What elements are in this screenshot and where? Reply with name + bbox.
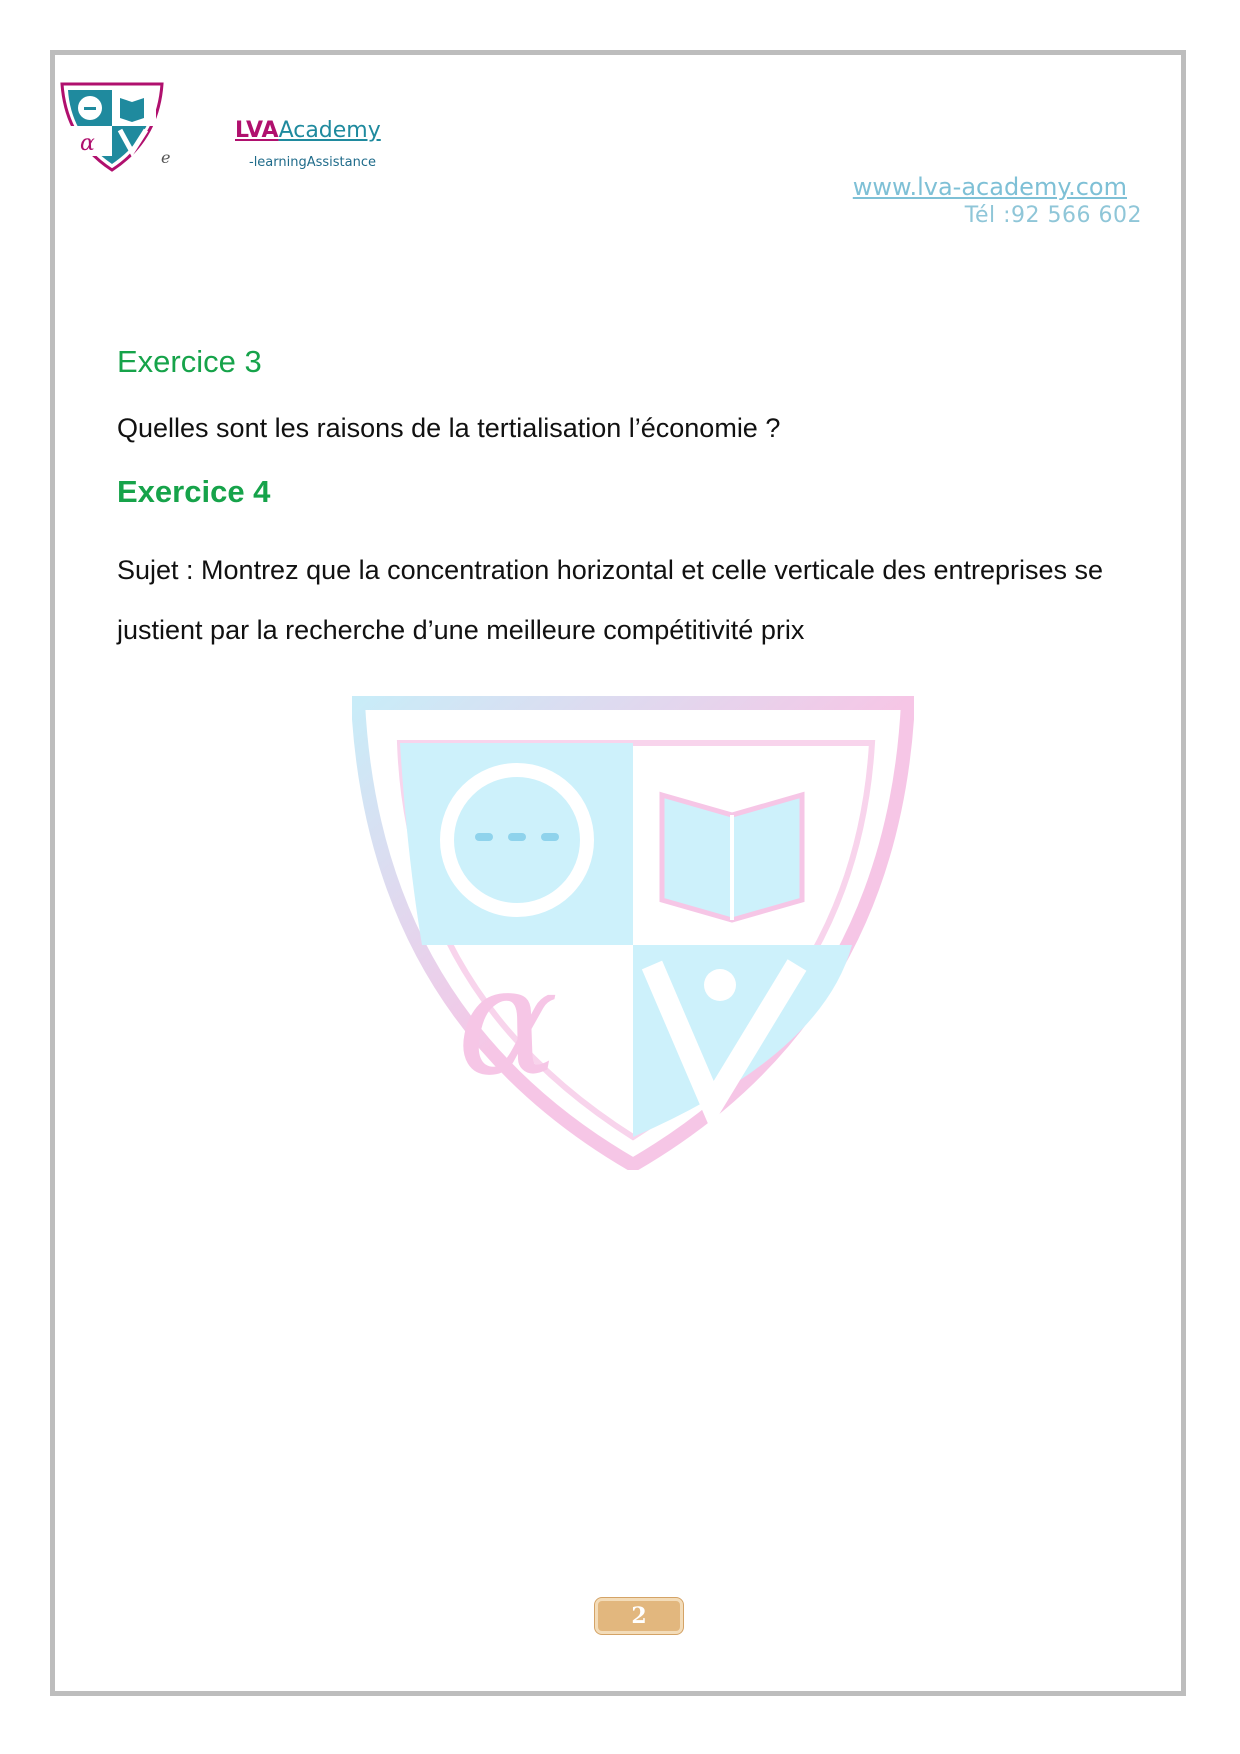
exercise-3-question: Quelles sont les raisons de la tertialisation l’économie ? bbox=[117, 413, 781, 443]
brand-lva: LVA bbox=[235, 118, 279, 143]
logo-letter: e bbox=[161, 148, 171, 167]
exercise-4-title: Exercice 4 bbox=[117, 474, 271, 509]
exercise-4-subject: Sujet : Montrez que la concentration horizontal et celle verticale des entreprises se justient par la recherche d’une meilleure compétitivité prix bbox=[117, 555, 1104, 645]
lva-logo bbox=[58, 80, 166, 172]
exercise-3-title: Exercice 3 bbox=[117, 344, 262, 379]
brand-academy: Academy bbox=[278, 118, 381, 143]
svg-text:α: α bbox=[457, 935, 559, 1109]
brand-subtitle: -learningAssistance bbox=[249, 155, 376, 170]
page-number-badge: 2 bbox=[595, 1598, 683, 1634]
website-link[interactable]: www.lva-academy.com bbox=[852, 173, 1127, 201]
brand-name bbox=[235, 120, 381, 142]
watermark-shield bbox=[352, 695, 914, 1170]
phone-number: Tél :92 566 602 bbox=[964, 203, 1142, 228]
svg-text:α: α bbox=[80, 131, 95, 156]
